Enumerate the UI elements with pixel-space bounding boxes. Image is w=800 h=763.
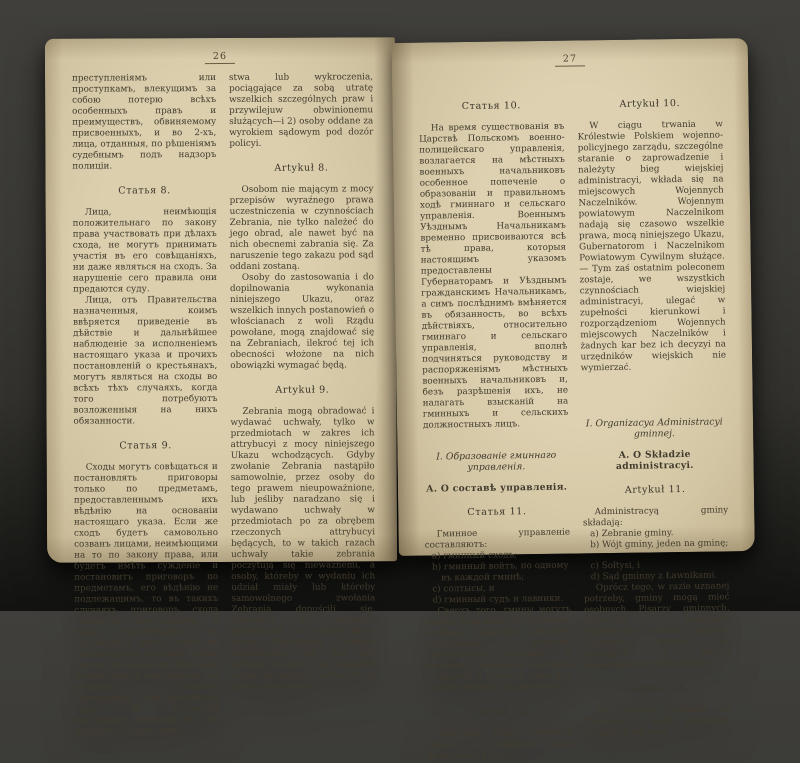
subsection-heading-bold: А. О составѣ управленія. — [426, 481, 568, 495]
paragraph: Osobom nie mającym z mocy przepisów wyraźnego prawa uczestniczenia w czynnościach Zebrania, nie tylko należeć do jego obrad, ale nawet być na nich obecnemi zabrania się. Za naruszenie tego zakazu pod sąd oddani zostaną. — [229, 184, 374, 272]
article-heading: Статья 9. — [119, 440, 172, 452]
left-page-column-polish — [229, 72, 376, 692]
list-item: b) гминный войтъ, по одному въ каждой гминѣ; — [431, 560, 569, 584]
right-page-columns — [392, 64, 755, 762]
right-page-number: 27 — [555, 53, 585, 66]
article-heading: Artykuł 12. — [627, 682, 689, 695]
paragraph-continuation: преступленіямъ или проступкамъ, влекущимъ за собою потерю всѣхъ особенныхъ правъ и преимуществъ, обвиняемому присвоенныхъ, и во 2-хъ, лица, отданныя, по рѣшеніямъ судебнымъ подъ надзоръ полиціи. — [72, 73, 217, 172]
right-page-column-polish — [577, 84, 732, 739]
book-spread — [46, 38, 752, 762]
paragraph: Лица, неимѣющія положительнаго по закону права участвовать при дѣлахъ схода, не могутъ принимать участія въ его совѣщаніяхъ, ни даже являться на сходъ. За нарушеніе сего правила они предаются суду. — [72, 207, 217, 295]
section-heading-italic: I. Образованіе гминнаго управленія. — [436, 449, 557, 474]
paragraph: Osoby do zastosowania i do dopilnowania wykonania niniejszego Ukazu, oraz wszelkich innych postanowień o włościanach z woli Rządu powołane, mogą znajdować się na Zebraniach, ilekroć tej ich obecności włożone na nich obowiązki wymagać będą. — [229, 272, 375, 371]
paragraph: Лица, отъ Правительства назначенныя, коимъ ввѣряется приведеніе въ дѣйствіе и дальнѣйшее наблюденіе за исполненіемъ настоящаго указа и прочихъ постановленій о крестьянахъ, могутъ являться на сходы во всѣхъ тѣхъ случаяхъ, когда того потребуютъ возложенныя на нихъ обязанности. — [73, 295, 218, 427]
article-heading: Artykuł 8. — [274, 162, 329, 174]
article-heading: Artykuł 10. — [619, 98, 681, 110]
paragraph: На время существованія въ Царствѣ Польскомъ военно-полицейскаго управленія, возлагается на мѣстныхъ военныхъ начальниковъ особенное попеченіе о образованіи и правильномъ ходѣ гминнаго и сельскаго управленія. Военнымъ Уѣзднымъ Начальникамъ временно присвоиваются всѣ тѣ права, которыя настоящимъ указомъ предоставлены Губернаторамъ и Уѣзднымъ гражданскимъ Начальникамъ, а симъ послѣднимъ вмѣняется въ обязанность, во всѣхъ дѣйствіяхъ, относительно гминнаго и сельскаго управленія, вполнѣ подчиняться руководству и распоряженіямъ мѣстныхъ военныхъ начальниковъ и, безъ разрѣшенія ихъ, не налагать взысканій на гминныхъ и сельскихъ должностныхъ лицъ. — [418, 121, 569, 431]
list-item: d) Sąd gminny z Ławnikami. — [590, 570, 718, 583]
left-page — [45, 37, 397, 737]
article-heading: Статья 8. — [118, 185, 171, 197]
article-heading: Статья 10. — [461, 100, 522, 113]
paragraph: Oprócz tego, w razie uznanej potrzeby, gminy mogą mieć osobnych Pisarzy gminnych, Poborców podatków, Inspektorów szkółek i szpitali, Gajowych, stróżów pól gminnych i innych ekonomicznych oficyalistów. — [583, 581, 731, 671]
article-heading: Статья 11. — [467, 506, 527, 519]
left-page-number: 26 — [205, 51, 235, 64]
article-heading: Статья 12. — [470, 706, 530, 718]
list-item: с) солтысы, и — [432, 583, 495, 595]
left-page-column-russian — [72, 73, 219, 737]
paragraph: Мѣстомъ сбора гминнаго схода и гминнаго суда назначается селе- — [427, 727, 574, 762]
left-page-columns — [45, 63, 397, 737]
paragraph-continuation: stwa lub wykroczenia, pociągające za sobą utratę wszelkich szczególnych praw i przywilejuw obwinionemu służących—i 2) osoby oddane za wyrokiem sądowym pod dozór policyi. — [229, 72, 374, 149]
right-page-column-russian — [418, 87, 574, 762]
right-page — [392, 38, 755, 762]
article-heading: Artykuł 11. — [624, 483, 686, 496]
paragraph: Zebrania mogą obradować i wydawać uchwały, tylko w przedmiotach w zakres ich attrybucyi z mocy niniejszego Ukazu wchodzących. Gdyby zwołanie Zebrania nastąpiło samowolnie, przez osoby do tego prawem nieupoważnione, lub jeśliby naradzano się i wydawano uchwały w przedmiotach po za obrębem rzeczonych attrybucyi będących, to w takich razach uchwały takie zebrania poczytują się nieważnemi, a osoby, któreby w wydaniu ich udział miały lub któreby samowolnego zwołania Zebrania dopuścili się, stosownie do ważności przedmiotu: lub ulegną karze przez Naczelnika Powiatu wymierzonej, lub pod sąd oddane zostaną, na zasadzie wydać się mającej osobnej w tej mierze instrukcyi. — [230, 406, 376, 692]
paragraph: Сходы могутъ совѣщаться и постановлять приговоры только по предметамъ, предоставленнымъ ихъ вѣдѣнію на основаніи настоящаго указа. Если же сходъ будетъ самовольно созванъ лицами, неимѣющими на то по закону права, или будетъ имѣть сужденіе и постановитъ приговоръ по предметамъ, его вѣдѣнію не подлежащимъ, то въ такихъ случаяхъ приговоръ схода считается ничтожнымъ, а лица, участвовавшія въ составленіи онаго, либо въ самовольномъ созваніи схода, смотря по важности дѣла: или подвергаются наказаніямъ по рѣшенію Уѣзднаго Начальника, или предаются суду, на основаніи инструкцій, которыя на сей предметъ будутъ даны. — [73, 462, 219, 737]
list-item: d) гминный судъ и лавники. — [432, 593, 564, 606]
paragraph: Na miejsce zbierania się Zebrania i Sądu gminnego, wyznacza się wieś — [585, 704, 732, 739]
section-heading-italic: I. Organizacya Administracyi gminnej. — [585, 416, 723, 440]
paragraph: Сверхъ того, гмины могутъ имѣть, буде найдутъ нужнымъ, особыхъ гминныхъ писарей, сборщиковъ податей, смотрителей училищъ и больницъ, лѣсныхъ и полевыхъ сторожей и другихъ лицъ для хозяйственныхъ должностей. — [425, 604, 573, 694]
article-heading: Artykuł 9. — [275, 384, 330, 396]
list-item: c) Sołtysi, i — [590, 560, 641, 572]
paragraph: Administracyą gminy składają: — [582, 505, 729, 529]
paragraph: Гминное управленіе составляютъ: — [424, 527, 571, 551]
list-item: b) Wójt gminy, jeden na gminę; — [590, 538, 729, 551]
paragraph: W ciągu trwania w Królestwie Polskiem wojenno-policyjnego zarządu, szczególne staranie o zaprowadzenie i należyty bieg wiejskiej administracyi, wkłada się na miejscowych Wojennych Naczelników. Wojennym powiatowym Naczelnikom nadają się czasowo wszelkie prawa, mocą niniejszego Ukazu, Gubernatorom i Naczelnikom Powiatowym Cywilnym służące. — Tym zaś ostatnim poleconem zostaje, we wszystkich czynnościach wiejskiej administracyi, ulegać w zupełności kierunkowi i rozporządzeniom Wojennych miejscowych Naczelników i żadnych kar bez ich decyzyi na urzędników wiejskich nie wymierzać. — [577, 119, 727, 374]
list-item: a) Zebranie gminy. — [590, 528, 674, 540]
subsection-heading-bold: A. O Składzie administracyi. — [615, 448, 694, 472]
spacer — [581, 372, 727, 398]
list-item: а) гминный сходъ; — [431, 550, 518, 562]
